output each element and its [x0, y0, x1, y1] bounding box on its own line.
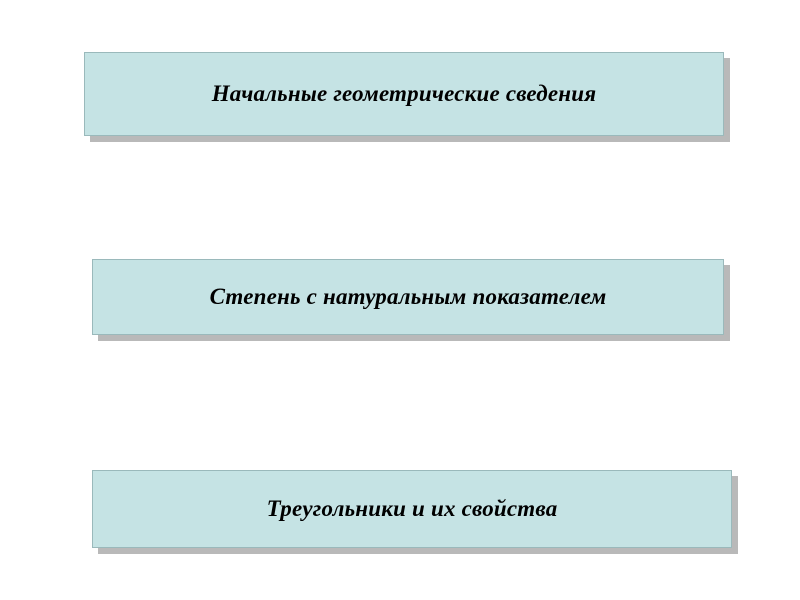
topic-box-3-label: Треугольники и их свойства: [266, 496, 558, 521]
topic-box-3[interactable]: [92, 470, 732, 548]
topic-box-2[interactable]: [92, 259, 724, 335]
topic-box-1-label: Начальные геометрические сведения: [211, 81, 597, 106]
topic-box-2-label: Степень с натуральным показателем: [209, 284, 607, 309]
topic-box-1[interactable]: [84, 52, 724, 136]
